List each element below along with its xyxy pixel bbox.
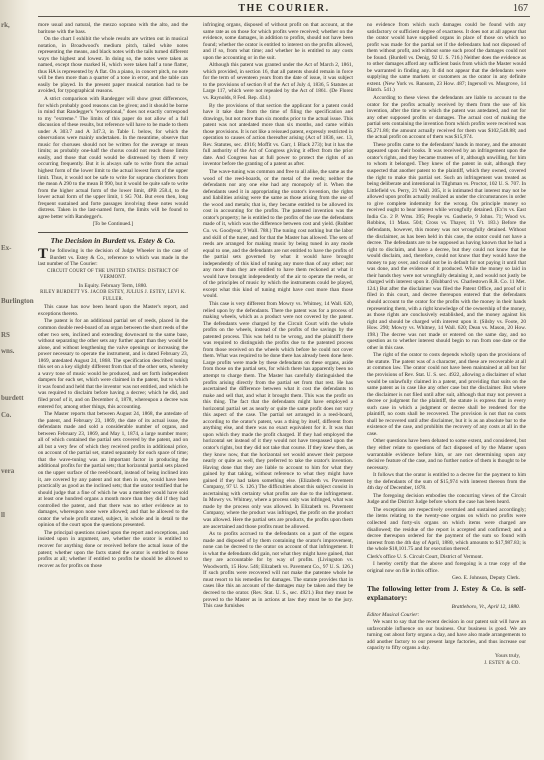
letter-dateline: Brattleboro, Vt., April 12, 1880. [451, 604, 520, 611]
article-headline: The Decision in Burdett vs. Estey & Co. [50, 235, 176, 245]
paragraph: The right of the orator to costs depends wholly upon the provisions of the statute. The patent was of a character, and these are recoverable at all at common law. The orator could not have been maintained at all but for the provisions of Rev. Stat. U. S. sec. 4922, allowing a disclaimer of what would be unlawfully claimed in a patent, and providing that suits on the same patent as in case like any other case but the disclaimer. But where the disclaimer is not filed until after suit, although that may not prevent a decree or judgment for the plaintiff, the statute is express that in every such case in which a judgment or decree shall be rendered for the plaintiff, no costs shall be recovered. The provision is not that no costs shall be recovered until after disclaimer, but it is as an absolute bar to the existence of the case, and prohibits the recovery of any costs at all in the case. [367, 352, 526, 437]
column-2 [203, 22, 353, 754]
edge-fragment: ll [1, 511, 5, 519]
paragraph: As to profits accrued to the defendants on a part of the organs made and disposed of by them containing the orator's improvement, none can be decreed to the orator on account of that infringement. It is what the defendants did gain, not what they might have gained, that they are accountable for by way of profits. (Livingston vs. Woodworth, 15 How. 546; Elizabeth vs. Pavement Co., 97 U. S. 126.) If such profits were recovered will not make the patentee whole he must resort to his remedies for damages. The statute provides that in cases like this an account of the damages may be taken and they be decreed to the orator. (Rev. Stat. U. S., sec. 4921.) But they must be proved to the Master as in actions at law they must be to the jury. This case furnishes [203, 531, 353, 610]
clerk-line: Clerk's office U. S. Circuit Court, District of Vermont. [367, 553, 483, 560]
letter-signer: J. ESTEY & CO. [484, 660, 520, 666]
paragraph: no evidence from which such damages could be found with any satisfactory or sufficient degree of exactness. It does not at all appear that the orator would have supplied organs in place of those on which no profit was made for the partial set if the defendants had not disposed of them without profit, and without some such proof the damages could not be found. (Burdell vs. Denig, 92 U. S. 716.) Neither does the evidence as to other damages afford any sufficient basis from which the Master would be warranted in finding any. It did not appear that the defendants were supplying the same markets or customers as the orator in any definite extent. (New York vs. Ransom, 23 How. 487; Ingersoll vs. Musgrove, 14 Blatch. 541.) [367, 22, 526, 94]
court-term: In Equity. February Term, 1880. [78, 282, 148, 289]
paragraph: By the provisions of that section the applicant for a patent could have it take date from the time of filing the specification and drawings, but not more than six months prior to the actual issue. This patent was not antedated more than six months, and came within those provisions. It is not like a reissued patent, expressly restricted in operation to causes of action thereafter arising (Act of 1836, sec. 13, Rev. Statutes, sec. 4916; Moffit vs. Garr, 1 Black 273); but it has the full authority of the Act of Congress giving it effect from the prior date. And Congress has at full power to protect the rights of an inventor before the granting of a patent as after. [203, 102, 353, 168]
paragraph: The foregoing decision embodies the concurring views of the Circuit Judge and the District Judge before whom the case has been heard. [367, 492, 526, 506]
clerk-signature: Geo. E. Johnson, Deputy Clerk. [452, 575, 520, 582]
edge-fragment: burdett [1, 394, 24, 402]
article-intro [38, 245, 188, 268]
paragraph: It follows that the orator is entitled to a decree for the payment to him by the defendants of the sum of $15,974 with interest thereon from the 4th day of December, 1878. [367, 472, 526, 492]
paragraph: more usual and natural, the mezzo soprano with the alto, and the baritone with the bass. [38, 22, 188, 35]
article-intro-text: he following is the decision of Judge Wheeler in the case of Burdett vs. Estey & Co., reference to which was made in the last number of The Courier: [38, 247, 188, 268]
edge-fragment: wns. [1, 347, 15, 355]
paragraph: The exceptions are respectively overruled and sustained accordingly; the items relating to the twenty-one organs on which no profits were collected and forty-six organs on which items were charged are disallowed; the residue of the report is accepted and confirmed; and a decree thereupon ordered for the payment of the sum so found with interest from the 4th day of April, 1880, which amounts to $17,987.83; is the whole $18,101.75 and for execution thereof. [367, 506, 526, 553]
paragraph: On the chart I exhibit the whole results are written out in musical notation, in Broadwood's medium pitch, tailed white notes representing the means, and black notes with the tails turned different ways the highest and lowest. In doing so, the notes were taken as named, except those marked H, which were taken half a tone flatter, thus HA is represented by A flat. On a piano, in concert pitch, no note will be then more than a quarter of a tone in error, and the table can easily be played. In the present paper musical notation had to be avoided, for typographical reasons. [38, 36, 188, 95]
divider [38, 232, 188, 233]
letter-body: We want to say that the recent decision in our patent suit will have an unfavorable influence on our business. Our business is good. We are turning out about forty organs a day, and have also made arrangements to add another factory to our present large factories, and thus increase our capacity to fifty organs a day. [367, 619, 526, 652]
edge-fragment: Burlington [1, 297, 34, 305]
letter-intro: The following letter from J. Estey & Co. is self-explanatory: [367, 583, 526, 602]
paragraph: Although this patent was granted under the Act of March 2, 1861, which provided, in section 16, that all patents should remain in force for the term of seventeen years from the date of issue, it was subject to the provisions of section 8 of the Act of July 4, 1836, 5 Statutes at Large 117, which were not repealed by the Act of 1861. (De Florez vs. Raynolds, 8 Fed. Rep. 434.) [203, 62, 353, 102]
court-name: CIRCUIT COURT OF THE UNITED STATES: DISTRICT OF VERMONT. [47, 268, 179, 281]
column-1 [38, 22, 188, 754]
paragraph: infringing organs, disposed of without profit on that account, at the same rate as on those for which profits were received; whether on the evidence, some damages, in addition to profits, should not have been found; whether the orator is entitled to interest on the profits allowed, and if so, from what time; and whether he is entitled to any costs upon the accounting or in the suit. [203, 22, 353, 61]
column-3 [367, 22, 526, 754]
edge-fragment: RS [1, 331, 10, 339]
to-be-continued: [To be Continued.] [92, 221, 134, 228]
paragraph: A strict comparison with Randegger will show great differences, for which probably good reasons can be given; and it should be borne in mind that Randegger's "exceptional," does not exactly correspond to my "extreme." The limits of this paper do not allow of a full discussion of these results, but reference will have to be made to them under A 303.7 and A 347.3, in Table I. below, for which the observations were mainly undertaken. In the meantime, observe that music for choruses should not be written for the average or mean limits; as probably one-half the chorus could not reach those limits easily, and those that could would be distressed by them if very occurring frequently. But it is always safe to write from the actual highest form of the lower limit to the actual lowest form of the upper limit. Thus, it would not be safe to write for soprano choristers from the mean A 290 to the mean B 990, but it would be quite safe to write from the higher actual form of the lower limit, 4PB 258.4, to the lower actual form of the upper limit, 1 SG 704. But even then, long frequent sustained and forte passages involving these notes would distress. Taken in the last-named form, the limits will be found to agree better with Randegger's. [38, 96, 188, 220]
paragraph: The patent is for an additional partial set of reeds, placed in the common double reed-board of an organ between the short reeds of the other two sets, inclined and extending downward to the same base, without separating the other sets any further apart than they would be alone, and without lengthening the valve openings or increasing the power necessary to operate the instrument, and is dated February 23, 1869, antedated August 24, 1868. The specification described tuning this set on a key slightly different from that of the other sets, whereby a wavy tone of music would be produced, and set forth independent dampers for each set, which were claimed in the patent, but to which it was found and held that the inventor was not entitled, and which he was required to disclaim before having a decree; which he did, and filed proof of it, and on December 4, 1878, whereupon a decree was entered for, among other things, this accounting. [38, 318, 188, 410]
page-number: 167 [513, 3, 528, 14]
adjacent-page-edge [0, 0, 34, 760]
paragraph: This cause has now been heard upon the Master's report, and exceptions thereto. [38, 304, 188, 317]
page-header [38, 2, 530, 17]
letter-salutation: Editor Musical Courier: [367, 611, 420, 618]
paragraph: The wave-tuning was common and free to all alike, the same as the wood of the reed-boards, or the metal of the reeds; neither the defendants nor any one else had any monopoly of it. When the defendants used it in appropriating the orator's invention, the rights and liabilities arising were the same as those arising from the use of the wood and metals; that is, they became entitled to be allowed its cost in accounting for the profits. The patented invention was the orator's property; he is entitled to the profits of the use the defendants made of it, which was the difference between cost and yield. (Rubber Co. vs. Goodyear, 9 Wall. 788.) The tuning cost nothing but the labor and skill of the tuner, and for that the Master has allowed. The sets of reeds are arranged for making music by being tuned in any mode equal to one, and the defendants are not entitled to have the profits of the partial sets governed by what it would have brought independently of this kind of tuning any more than of any other; nor any more than they are entitled to have them reckoned at what it would have brought independently of the air to operate the reeds, or of the principles of music by which the instruments could be played, except what this kind of tuning might have cost more than those would. [203, 169, 353, 300]
publication-title: THE COURIER. [238, 3, 330, 14]
letter-closing: Yours truly, [495, 652, 520, 659]
paragraph: Other questions have been debated to some extent, and considered, but they either relate to questions of fact disposed of by the Master upon warrantable evidence before him, or are not determining upon any decisive feature of the case, and no further notice of them is thought to be necessary. [367, 438, 526, 471]
edge-fragment: vera [1, 467, 15, 475]
paragraph: According to these views the defendants are liable to account to the orator for the profits actually received by them from the use of his invention, after the time to which the patent was antedated, and not for any other supposed profits or damages. The actual cost of making the partial sets containing the invention from which profits were received was $5,271.86; the amount actually received for them was $102,548.88; and the actual profit on account of them was $15,974. [367, 95, 526, 141]
edge-fragment: Co. [1, 411, 12, 419]
case-parties: RILEY BURDETT VS. JACOB ESTEY, JULIUS J. ESTEY, LEVI K. FULLER. [40, 290, 186, 302]
paragraph: The Master reports that between August 24, 1868, the antedate of the patent, and February 23, 1869, the date of its actual issue, the defendants made and sold a considerable number of organs, and between February 23, 1869, and May 1, 1874, a large number more; all of which contained the partial sets covered by the patent, and on all but a very few of which they received profits in additional price, on account of the partial set, stated separately for each space of time; that the wave-tuning was an important factor in producing the additional profits for the partial sets; that horizontal partial sets placed on the upper surface of the reed-board, instead of being inclined into it, are covered by any patent and not then in use, would have been practically as good as the inclined sets; that the orator testified that he should judge that a fine of which he was a member would have sold at least one hundred organs a month more than they did if they had controlled the patent, and that there was no other evidence as to damages, whereupon none were allowed; and that he allowed to the orator the whole profit stated, subject, in whole and in detail to the opinion of the court upon the questions presented. [38, 411, 188, 529]
paragraph: This case is very different from Mowry vs. Whitney, 14 Wall. 620, relied upon by the defendants. There the patent was for a process of making wheels, which as a product were not covered by the patent. The defendants were charged by the Circuit Court with the whole profits on the wheels, instead of the profits of the savings by the patented process. This was held to be wrong, and the plaintiff there was required to distinguish the profits due to the patented process from those received on the wheels which before he could not cover them. What was required to be done there has already been done here. Large profits were made by these defendants on these organs, aside from those on the partial sets, for which there has apparently been no attempt to charge them. The Master has carefully distinguished the profits arising directly from the partial set from that rest. He has ascertained the difference between what it cost the defendants to make and sell that, and what it brought them. This was the profit on this thing. The fact that the defendants might have employed a horizontal partial set as nearly or quite the same profit does not vary this aspect of the case. The partial set arranged in a reed-board, according to the orator's patent, was a thing by itself, different from anything else, and there was no exact equivalent for it. It was that upon which they made the profit charged. If they had employed the horizontal set instead of it they would not have trespassed upon the orator's rights, but they did not take that course. If they knew then, as they know now, that the horizontal set would answer their purpose nearly or quite as well, they preferred to take the orator's invention. Having done that they are liable to account to him for what they gained by that taking, without reference to what they might have gained if they had taken something else. (Elizabeth vs. Pavement Company, 97 U. S. 126.) The difficulties about this subject consist in ascertaining with certainty what profits are due to the infringement. In Mowry vs. Whitney, where a process only was infringed, what was made by the process only was allowed. In Elizabeth vs. Pavement Company, where the product was infringed, the profit on the product was allowed. Here the partial sets are products, the profits upon them are ascertained and those profits must be allowed. [203, 300, 353, 530]
edge-fragment: rk, [1, 21, 10, 29]
drop-cap: T [38, 245, 49, 262]
edge-fragment: Ex- [1, 244, 12, 252]
paragraph: The principal questions raised upon the report and exceptions, and insisted upon in argument, are, whether the orator is entitled to recover for anything done or received before the actual issue of the patent; whether upon the facts stated the orator is entitled to those profits at all; whether if entitled to profits he should be allowed to recover as for profits on those [38, 529, 188, 569]
paragraph: These profits came to the defendants' hands in money, and the amount appeared upon their books. It was received by an infringement upon the orator's rights, and they became trustees of it, although unwilling, for him to whom it belonged. They knew of the patent in suit, although they suspected that another patent to the plaintiff, which they owned, covered the right to make this partial set. Such an infringement was treated as being deliberate and intentional in Tilghman vs. Proctor, 102 U. S. 707. In Littlefield vs. Perry, 21 Wall. 205, it is intimated that interest may not be allowed upon profits actually realized as under the circumstances in order to give complete indemnity for the wrong. On principle money so received ought to bear interest while wrongfully detained. (Ex'rs vs. East India Co. 2 P. Wms. 395; People vs. Gasherie, 9 Johns. 71; Wood vs. Robbins, 11 Mass. 504; Cross vs. Thayer, 11 Vt. 183.) Before the defendants, however, this money was not wrongfully detained. Without the disclaimer, as has been held in this case, the orator could not have a decree. The defendants are to be supposed as having known that he had a right to disclaim, and have a decree, but they could not know that he would disclaim, and, therefore, could not know that they would have the money to pay over, and could not be in default for not paying it until that was done, and the evidence of it produced. While the money so laid in their hands they were not wrongfully detaining it, and would not justly be charged with interest upon it. (Hubbard vs. Charlestown R.R. Co. 11 Met. 124.) But after the disclaimer was filed the Patent Office, and proof of it filed in this court, and decree thereupon entered that the defendants should account to the orator for the profits with the money in their hands representing them, with a right knowledge of the ownership of the money, as those rights are conclusively established, and the money against his right and should be charged with interest upon it. (Silsby vs. Foote, 20 How. 290; Mowry vs. Whitney, 14 Wall. 620; Dean vs. Mason, 20 How. 198.) The decree was not made or entered on the same day, and no question as to whether interest should begin to run from one date or the other in this case. [367, 141, 526, 351]
certification: I hereby certify that the above and foregoing is a true copy of the original now on file in this office. [367, 561, 526, 574]
